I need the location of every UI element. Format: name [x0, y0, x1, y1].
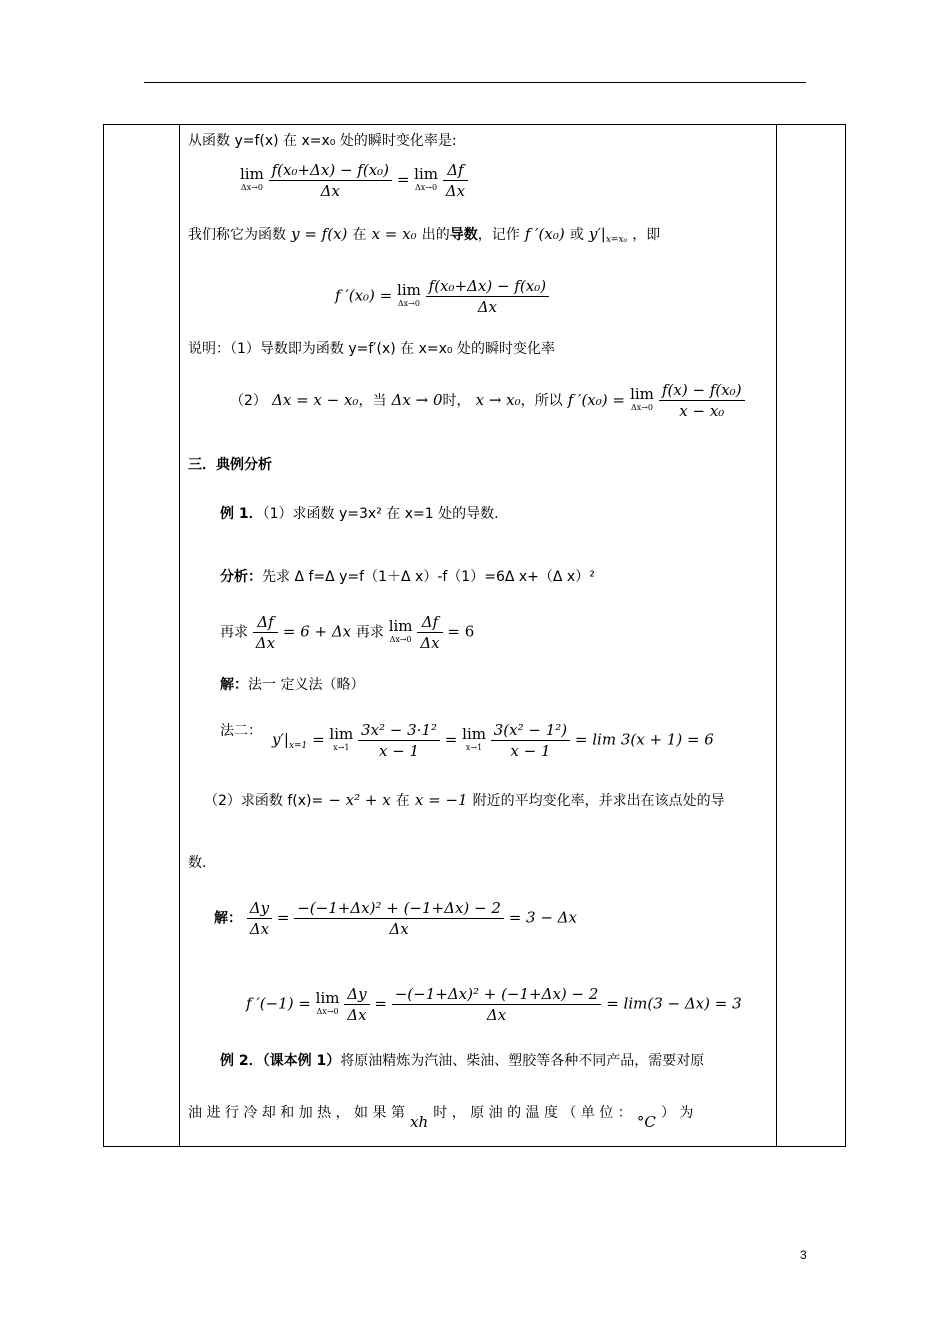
page-number: 3 [800, 1248, 807, 1262]
again-compute-line: 再求 $\frac{\Delta f}{\Delta x}$ = 6 + Δx 再求 lim Δx→0 $\frac{\Delta f}{\Delta x}$ = 6 [220, 613, 475, 652]
question-2-end: 数. [188, 855, 207, 871]
section-title: 三．典例分析 [188, 457, 272, 473]
intro-line: 从函数 y=f(x) 在 x=x₀ 处的瞬时变化率是: [188, 133, 457, 149]
lim-operator: lim x→1 [462, 724, 486, 752]
fraction: $\frac{\Delta f}{\Delta x}$ [417, 612, 442, 653]
formula-definition: lim Δx→0 $\frac{\text{f(x₀+Δx) − f(x₀)}}{\Delta x}$ = lim Δx→0 $\frac{\Delta f}{\Delta x}$ [240, 160, 468, 201]
fraction: $\frac{\Delta y}{\Delta x}$ [344, 984, 369, 1025]
derivative-definition-line: 我们称它为函数 y = f(x) 在 x = x₀ 出的导数，记作 f ′(x₀) 或 y′|x=x₀ ，即 [188, 225, 661, 245]
fraction: $\frac{\text{f(x) − f(x₀)}}{\text{x − x₀}}$ [659, 380, 745, 421]
solution-2-line: 解： $\frac{\Delta y}{\Delta x}$ = $\frac{\text{−(−1+Δx)² + (−1+Δx) − 2}}{\Delta x}$ = 3 − Δx [214, 899, 577, 938]
lim-operator: lim Δx→0 [388, 616, 413, 644]
lim-operator: lim x→1 [329, 724, 354, 752]
header-rule [144, 82, 806, 83]
example-1-line: 例 1．（1）求函数 y=3x² 在 x=1 处的导数. [220, 506, 499, 522]
derivative-at-minus-one: f ′(−1) = lim Δx→0 $\frac{\Delta y}{\Delta x}$ = $\frac{\text{−(−1+Δx)² + (−1+Δx) − 2}}{\Delta x}$ = lim(3 − Δx) = 3 [246, 985, 742, 1024]
left-column-divider [179, 125, 180, 1146]
example-2-line-2: 油 进 行 冷 却 和 加 热 ， 如 果 第 xh 时 ， 原 油 的 温 度 （ 单 位 ： °C ） 为 [188, 1105, 694, 1131]
method-2-formula: $y'|_{x=1}$ = lim x→1 $\frac{\text{3x² − 3·1²}}{x - 1}$ = lim x→1 $\frac{\text{3(x² − 1²)}}{x - 1}$ = lim 3(x + 1) = 6 [272, 721, 714, 760]
fraction: $\frac{\Delta y}{\Delta x}$ [247, 898, 272, 939]
formula-derivative: f ′(x₀) = lim Δx→0 $\frac{\text{f(x₀+Δx) − f(x₀)}}{\Delta x}$ [335, 276, 549, 317]
method-2-label: 法二： [220, 723, 262, 739]
fraction: $\frac{\Delta f}{\Delta x}$ [253, 612, 278, 653]
lim-operator: lim Δx→0 [630, 384, 654, 412]
lim-operator: lim Δx→0 [397, 280, 421, 308]
question-2-line: （2）求函数 f(x)= − x² + x 在 x = −1 附近的平均变化率，并求出在该点处的导 [204, 791, 725, 809]
fraction: $\frac{\text{−(−1+Δx)² + (−1+Δx) − 2}}{\Delta x}$ [294, 898, 504, 939]
lim-operator: lim Δx→0 [315, 988, 340, 1016]
fraction: $\frac{\text{f(x₀+Δx) − f(x₀)}}{\Delta x}$ [426, 276, 549, 317]
fraction: $\frac{\text{3(x² − 1²)}}{x - 1}$ [491, 720, 570, 761]
explanation-line-2: （2） Δx = x − x₀，当 Δx → 0时， x → x₀，所以 f ′(x₀) = lim Δx→0 $\frac{\text{f(x) − f(x₀)}}{\text{x − x₀}}$ [230, 380, 745, 421]
solution-line: 解：法一 定义法（略） [220, 677, 365, 693]
fraction: $\frac{\text{f(x₀+Δx) − f(x₀)}}{\Delta x}$ [269, 160, 392, 201]
lim-operator: lim Δx→0 [240, 164, 264, 192]
explanation-line: 说明：（1）导数即为函数 y=f′(x) 在 x=x₀ 处的瞬时变化率 [188, 341, 555, 357]
fraction: $\frac{\Delta f}{\Delta x}$ [443, 160, 468, 201]
lim-operator: lim Δx→0 [414, 164, 438, 192]
fraction: $\frac{\text{3x² − 3·1²}}{x - 1}$ [358, 720, 440, 761]
example-2-line: 例 2．（课本例 1）将原油精炼为汽油、柴油、塑胶等各种不同产品，需要对原 [220, 1053, 705, 1069]
fraction: $\frac{\text{−(−1+Δx)² + (−1+Δx) − 2}}{\Delta x}$ [392, 984, 602, 1025]
analysis-line: 分析：先求 Δ f=Δ y=f（1＋Δ x）-f（1）=6Δ x+（Δ x）² [220, 569, 595, 585]
right-column-divider [776, 125, 777, 1146]
